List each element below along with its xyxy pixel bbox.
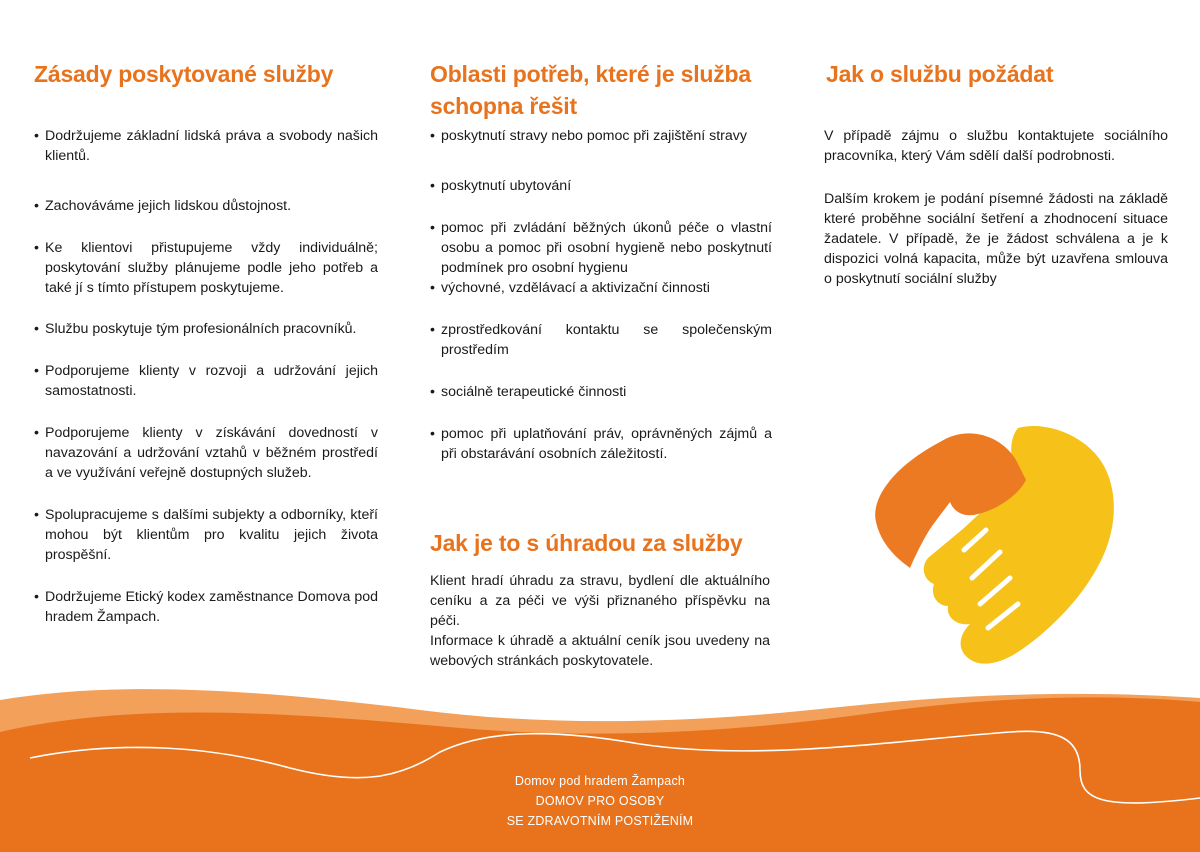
apply-text-2: Dalším krokem je podání písemné žádosti na základě které proběhne sociální šetření a zhodnocení situace žadatele. V případě, že je žádost schválena a je k dispozici volná kapacita, může být uzavřena smlouva o poskytnutí sociální služby	[824, 191, 1168, 287]
principles-title: Zásady poskytované služby	[34, 61, 334, 87]
list-item: • zprostředkování kontaktu se společenským prostředím	[430, 320, 772, 360]
footer-line-1: Domov pod hradem Žampach	[514, 774, 686, 788]
list-item: • Dodržujeme Etický kodex zaměstnance Domova pod hradem Žampach.	[34, 587, 378, 627]
footer-line-3: SE ZDRAVOTNÍM POSTIŽENÍM	[506, 814, 694, 828]
list-item: • sociálně terapeutické činnosti	[430, 382, 772, 402]
footer-org-name	[440, 771, 760, 831]
list-item: • Službu poskytuje tým profesionálních pracovníků.	[34, 319, 378, 339]
apply-title: Jak o službu požádat	[826, 61, 1054, 87]
needs-title-line1: Oblasti potřeb, které je služba	[430, 61, 751, 87]
list-item: • poskytnutí stravy nebo pomoc při zajištění stravy	[430, 126, 772, 146]
list-item: • Ke klientovi přistupujeme vždy individuálně; poskytování služby plánujeme podle jeho potřeb a také jí s tímto přístupem poskytujeme.	[34, 238, 378, 298]
needs-title-line2: schopna řešit	[430, 93, 577, 119]
payment-text-1: Klient hradí úhradu za stravu, bydlení dle aktuálního ceníku a za péči ve výši přiznaného příspěvku na péči.	[430, 573, 770, 629]
needs-list	[430, 126, 772, 464]
handshake-icon	[868, 418, 1118, 670]
list-item: • pomoc při zvládání běžných úkonů péče o vlastní osobu a pomoc při osobní hygieně nebo poskytnutí podmínek pro osobní hygienu	[430, 218, 772, 278]
list-item: • Zachováváme jejich lidskou důstojnost.	[34, 196, 378, 216]
apply-text-1: V případě zájmu o službu kontaktujete sociálního pracovníka, který Vám sdělí další podrobnosti.	[824, 128, 1168, 164]
footer-line-2: DOMOV PRO OSOBY	[535, 794, 665, 808]
list-item: • Podporujeme klienty v rozvoji a udržování jejich samostatnosti.	[34, 361, 378, 401]
list-item: • Dodržujeme základní lidská práva a svobody našich klientů.	[34, 126, 378, 166]
payment-text-2: Informace k úhradě a aktuální ceník jsou uvedeny na webových stránkách poskytovatele.	[430, 633, 770, 669]
list-item: • Spolupracujeme s dalšími subjekty a odborníky, kteří mohou být klientům pro kvalitu jejich života prospěšní.	[34, 505, 378, 565]
list-item: • poskytnutí ubytování	[430, 176, 772, 196]
payment-title: Jak je to s úhradou za služby	[430, 530, 743, 556]
list-item: • Podporujeme klienty v získávání dovedností v navazování a udržování vztahů v běžném prostředí a ve využívání veřejně dostupných služeb.	[34, 423, 378, 483]
list-item: • pomoc při uplatňování práv, oprávněných zájmů a při obstarávání osobních záležitostí.	[430, 424, 772, 464]
list-item: • výchovné, vzdělávací a aktivizační činnosti	[430, 278, 772, 298]
principles-list	[34, 126, 378, 627]
